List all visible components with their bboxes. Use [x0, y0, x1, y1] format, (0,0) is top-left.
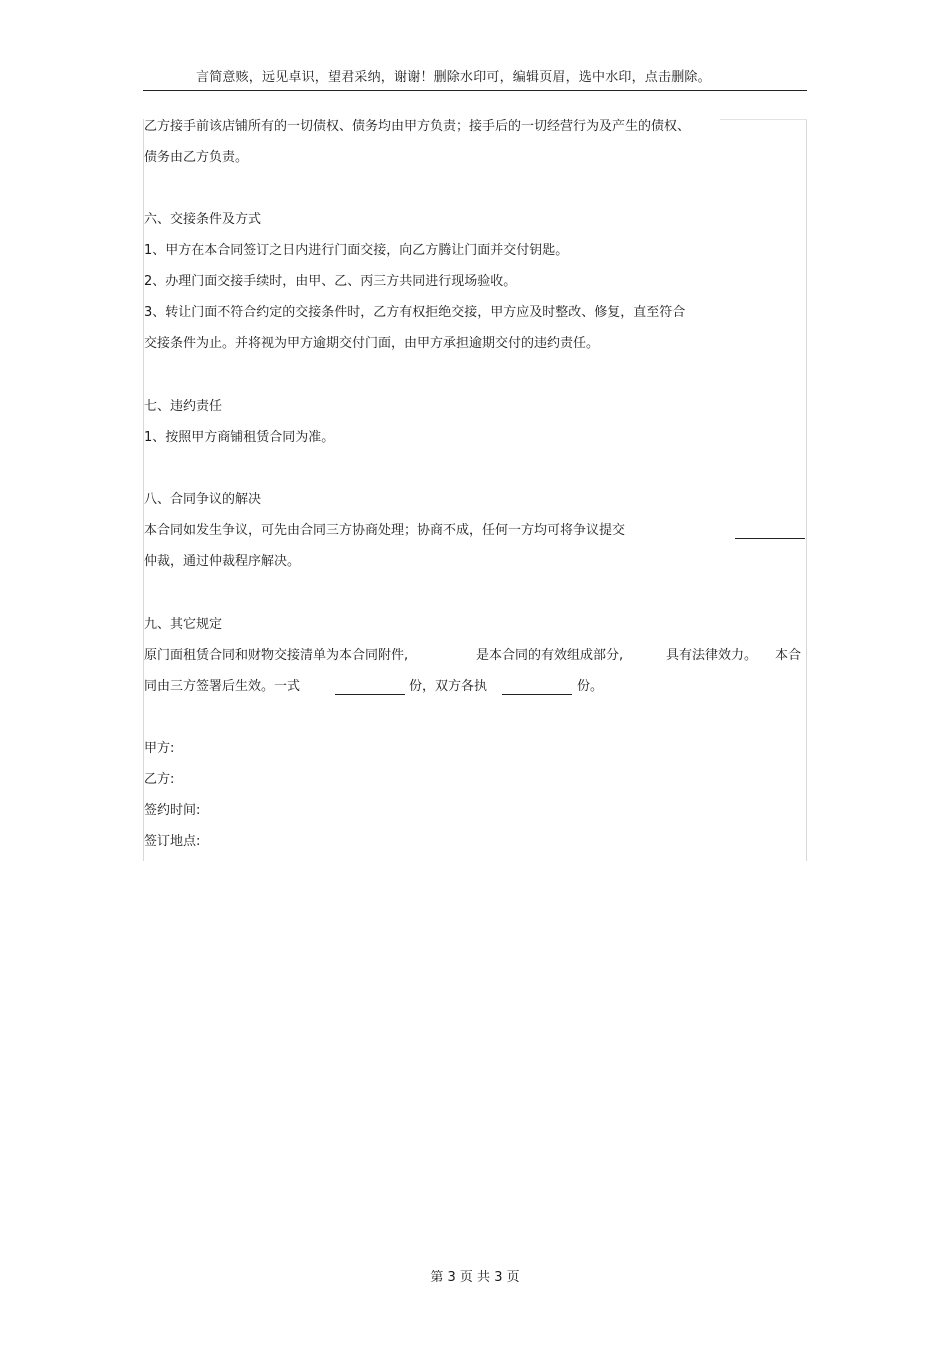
section-6-item-3-line1: 3、转让门面不符合约定的交接条件时，乙方有权拒绝交接，甲方应及时整改、修复，直至符合: [144, 305, 686, 320]
section-9-text-part-b: 是本合同的有效组成部分,: [476, 648, 624, 663]
paragraph-debts-line1: 乙方接手前该店铺所有的一切债权、债务均由甲方负责；接手后的一切经营行为及产生的债权、: [144, 119, 691, 134]
copies-total-blank: [335, 678, 405, 695]
section-9-text-part-e: 同由三方签署后生效。一式: [144, 679, 301, 694]
section-6-item-1: 1、甲方在本合同签订之日内进行门面交接，向乙方腾让门面并交付钥匙。: [144, 243, 569, 258]
section-7-title: 七、违约责任: [144, 399, 223, 414]
section-9-text-part-d: 本合: [775, 648, 802, 663]
section-7-item-1: 1、按照甲方商铺租赁合同为准。: [144, 430, 335, 445]
copies-each-blank: [502, 678, 572, 695]
page-footer: 第 3 页 共 3 页: [430, 1270, 520, 1285]
signature-party-a: 甲方:: [144, 741, 175, 756]
paragraph-debts-line2: 债务由乙方负责。: [144, 150, 249, 165]
frame-top-border: [720, 119, 807, 120]
section-9-title: 九、其它规定: [144, 617, 223, 632]
section-8-text-line1: 本合同如发生争议，可先由合同三方协商处理；协商不成，任何一方均可将争议提交: [144, 523, 626, 538]
signing-place: 签订地点:: [144, 834, 201, 849]
signature-party-b: 乙方:: [144, 772, 175, 787]
header-rule: [143, 90, 807, 91]
arbitration-blank: [735, 522, 805, 539]
signing-time: 签约时间:: [144, 803, 201, 818]
section-9-text-part-g: 份。: [577, 679, 604, 694]
section-8-text-line2: 仲裁，通过仲裁程序解决。: [144, 554, 301, 569]
section-6-item-3-line2: 交接条件为止。并将视为甲方逾期交付门面，由甲方承担逾期交付的违约责任。: [144, 336, 600, 351]
section-6-item-2: 2、办理门面交接手续时，由甲、乙、丙三方共同进行现场验收。: [144, 274, 517, 289]
section-8-title: 八、合同争议的解决: [144, 492, 262, 507]
section-9-text-part-c: 具有法律效力。: [666, 648, 758, 663]
section-9-text-part-a: 原门面租赁合同和财物交接清单为本合同附件,: [144, 648, 409, 663]
section-9-text-part-f: 份，双方各执: [409, 679, 488, 694]
page-header-note: 言简意赅，远见卓识，望君采纳，谢谢！删除水印可，编辑页眉，选中水印，点击删除。: [196, 70, 711, 85]
section-6-title: 六、交接条件及方式: [144, 212, 262, 227]
frame-right-border: [806, 119, 807, 861]
